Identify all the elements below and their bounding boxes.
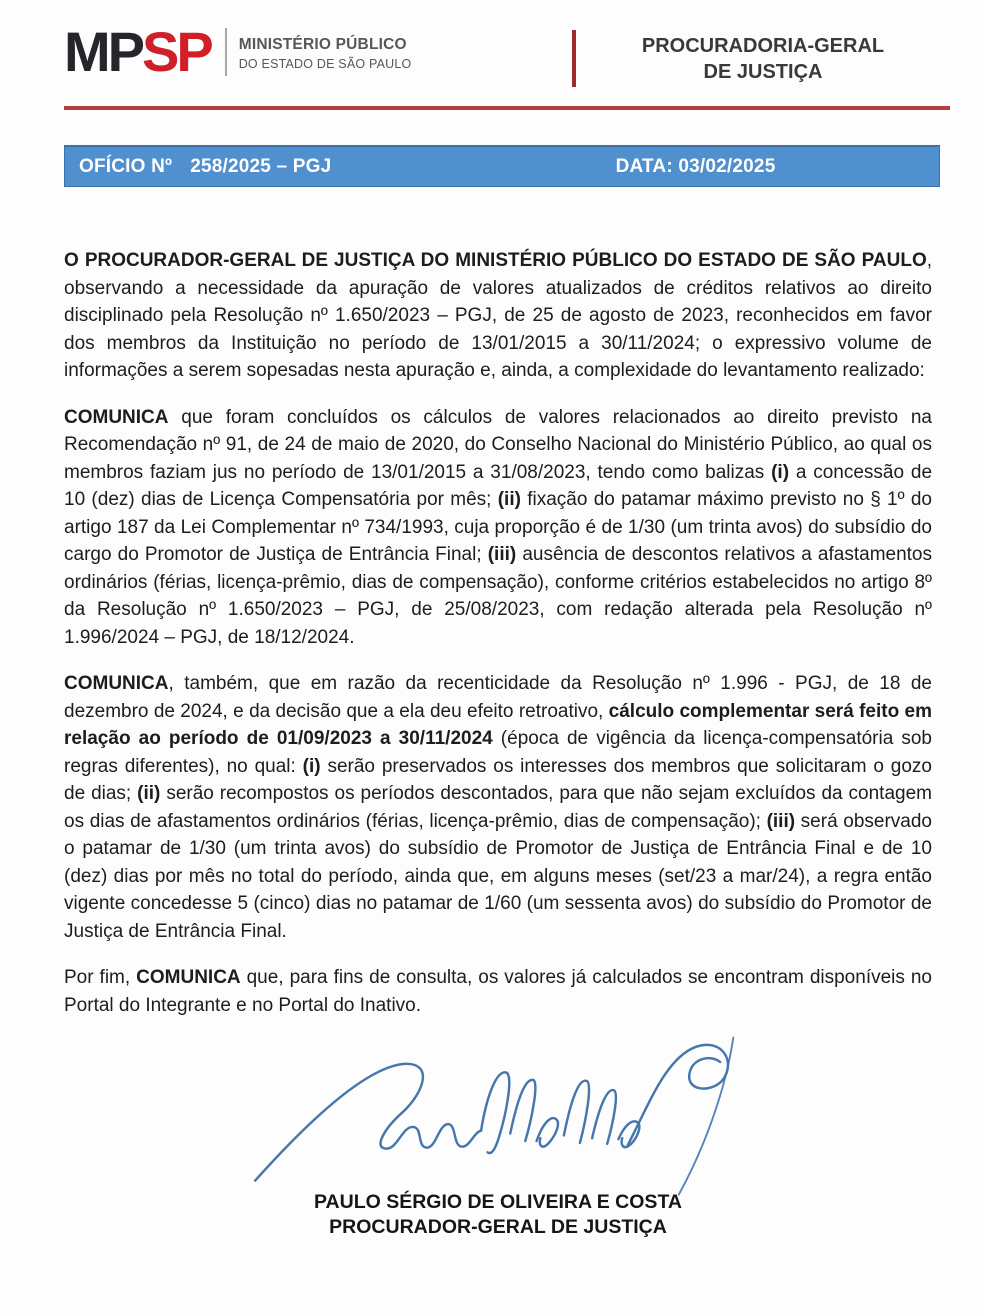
signatory-block [64,1190,932,1240]
paragraph-4: Por fim, COMUNICA que, para fins de consulta, os valores já calculados se encontram disponíveis no Portal do Integrante e no Portal do Inativo. [64,967,932,1016]
org-name [239,34,412,71]
org-name-line2: DO ESTADO DE SÃO PAULO [238,56,412,71]
mpsp-logo-text [64,20,211,83]
header-rule [64,106,950,110]
paragraph-3: COMUNICA, também, que em razão da recenticidade da Resolução nº 1.996 - PGJ, de 18 de dezembro de 2024, e da decisão que a ela deu efeito retroativo, cálculo complementar será feito em relação ao período de 01/09/2023 a 30/11/2024 (época de vigência da licença-compensatória sob regras diferentes), no qual: (i) serão preservados os interesses dos membros que solicitaram o gozo de dias; (ii) serão recompostos os períodos descontados, para que não sejam excluídos da contagem os dias de afastamentos ordinários (férias, licença-prêmio, dias de compensação); (iii) será observado o patamar de 1/30 (um trinta avos) do subsídio de Promotor de Justiça de Entrância Final e de 10 (dez) dias por mês no total do período, ainda que, em alguns meses (set/23 a mar/24), a regra então vigente concedesse 5 (cinco) dias no patamar de 1/60 (um sessenta avos) do subsídio do Promotor de Justiça de Entrância Final. [64,673,932,942]
oficio-info-bar [64,145,940,187]
logo-mp-letters: MP [64,20,142,83]
date-label: DATA: [615,155,673,177]
signatory-title: PROCURADOR-GERAL DE JUSTIÇA [329,1216,667,1238]
date-value: 03/02/2025 [678,155,776,177]
oficio-number: 258/2025 – PGJ [190,155,332,177]
logo-divider [225,28,227,76]
letter-body [64,247,932,1019]
oficio-date [616,156,776,178]
pgj-title-line1: PROCURADORIA-GERAL [641,35,885,57]
paragraph-1: O PROCURADOR-GERAL DE JUSTIÇA DO MINISTÉRIO PÚBLICO DO ESTADO DE SÃO PAULO, observando a necessidade da apuração de valores atualizados de créditos relativos ao direito disciplinado pela Resolução nº 1.650/2023 – PGJ, de 25 de agosto de 2023, reconhecidos em favor dos membros da Instituição no período de 13/01/2015 a 30/11/2024; o expressivo volume de informações a serem sopesadas nesta apuração e, ainda, a complexidade do levantamento realizado: [64,250,932,381]
document-header [64,22,950,106]
logo-sp-letters: SP [142,20,211,83]
pgj-title-line2: DE JUSTIÇA [703,61,823,83]
paragraph-2: COMUNICA que foram concluídos os cálculos de valores relacionados ao direito previsto na Recomendação nº 91, de 24 de maio de 2020, do Conselho Nacional do Ministério Público, ao qual os membros faziam jus no período de 13/01/2015 a 31/08/2023, tendo como balizas (i) a concessão de 10 (dez) dias de Licença Compensatória por mês; (ii) fixação do patamar máximo previsto no § 1º do artigo 187 da Lei Complementar nº 734/1993, cuja proporção é de 1/30 (um trinta avos) do subsídio do cargo do Promotor de Justiça de Entrância Final; (iii) ausência de descontos relativos a afastamentos ordinários (férias, licença-prêmio, dias de compensação), conforme critérios estabelecidos no artigo 8º da Resolução nº 1.650/2023 – PGJ, de 25/08/2023, com redação alterada pela Resolução nº 1.996/2024 – PGJ, de 18/12/2024. [64,406,933,648]
signature-image [228,1030,768,1190]
signatory-name: PAULO SÉRGIO DE OLIVEIRA E COSTA [313,1191,682,1213]
mpsp-logo [64,20,412,83]
org-name-line1: MINISTÉRIO PÚBLICO [238,35,407,53]
pgj-title [576,30,950,87]
signature-area [64,1030,932,1190]
header-right [572,30,950,87]
oficio-label: OFÍCIO Nº [79,155,173,177]
